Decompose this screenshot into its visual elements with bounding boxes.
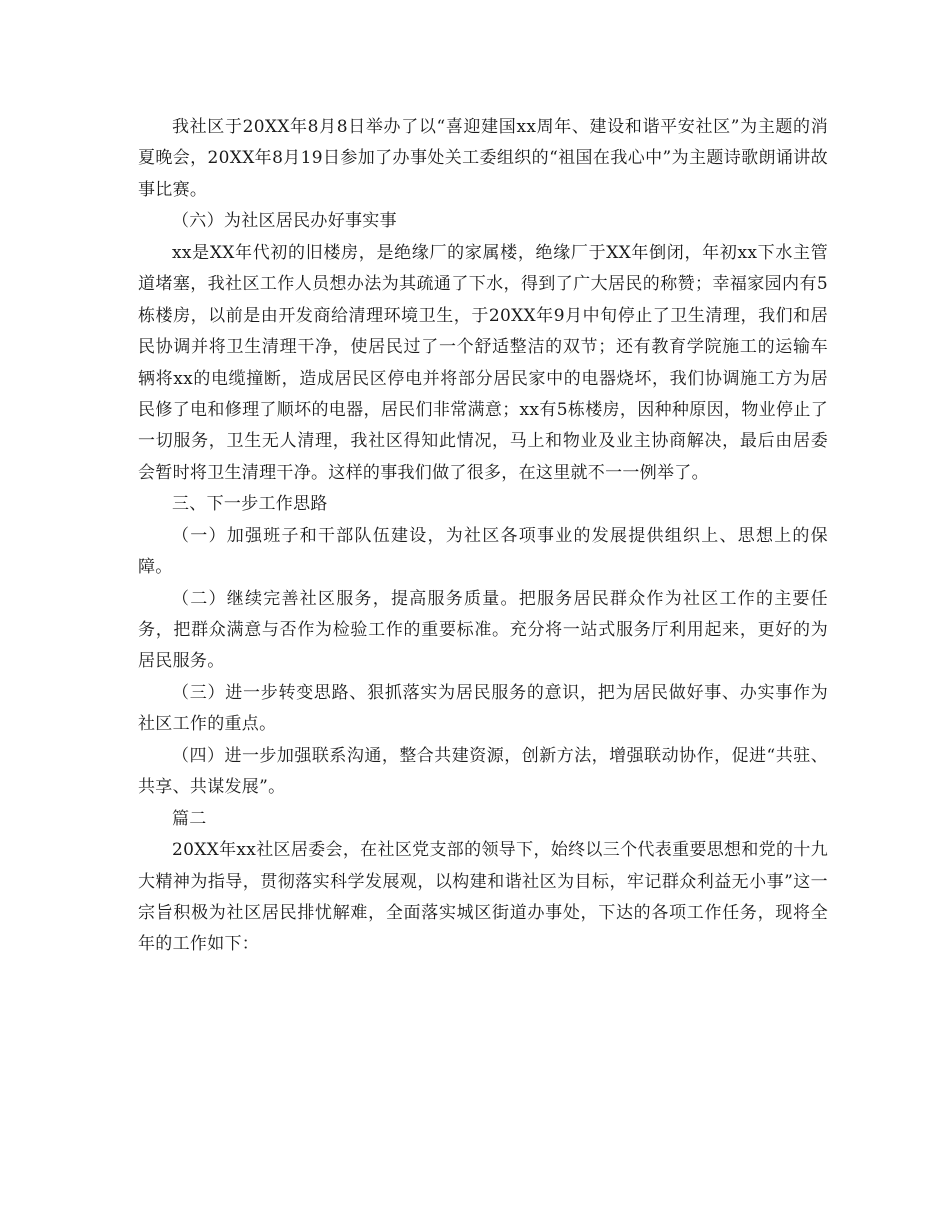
paragraph-part-two-intro: 20XX年xx社区居委会，在社区党支部的领导下，始终以三个代表重要思想和党的十九大精神为指导，贯彻落实科学发展观，以构建和谐社区为目标，牢记群众利益无小事”这一宗旨积极为社区居民排忧解难，全面落实城区街道办事处，下达的各项工作任务，现将全年的工作如下： [138,840,828,955]
section-heading-next-steps: 三、下一步工作思路 [172,494,328,515]
section-heading-good-deeds: （六）为社区居民办好事实事 [172,211,397,232]
paragraph-next-step-1: （一）加强班子和干部队伍建设，为社区各项事业的发展提供组织上、思想上的保障。 [138,525,828,578]
paragraph-next-step-2: （二）继续完善社区服务，提高服务质量。把服务居民群众作为社区工作的主要任务，把群众满意与否作为检验工作的重要标准。充分将一站式服务厅利用起来，更好的为居民服务。 [138,588,828,672]
paragraph-summer-evening: 我社区于20XX年8月8日举办了以“喜迎建国xx周年、建设和谐平安社区”为主题的消夏晚会，20XX年8月19日参加了办事处关工委组织的“祖国在我心中”为主题诗歌朗诵讲故事比赛。 [138,117,828,200]
section-heading-part-two: 篇二 [172,808,207,829]
paragraph-good-deeds: xx是XX年代初的旧楼房，是绝缘厂的家属楼，绝缘厂于XX年倒闭，年初xx下水主管道堵塞，我社区工作人员想办法为其疏通了下水，得到了广大居民的称赞；幸福家园内有5栋楼房，以前是由开发商给清理环境卫生，于20XX年9月中旬停止了卫生清理，我们和居民协调并将卫生清理干净，使居民过了一个舒适整洁的双节；还有教育学院施工的运输车辆将xx的电缆撞断，造成居民区停电并将部分居民家中的电器烧坏，我们协调施工方为居民修了电和修理了顺坏的电器，居民们非常满意；xx有5栋楼房，因种种原因，物业停止了一切服务，卫生无人清理，我社区得知此情况，马上和物业及业主协商解决，最后由居委会暂时将卫生清理干净。这样的事我们做了很多，在这里就不一一例举了。 [138,242,828,483]
document-page [138,112,828,961]
paragraph-next-step-3: （三）进一步转变思路、狠抓落实为居民服务的意识，把为居民做好事、办实事作为社区工作的重点。 [138,682,828,735]
paragraph-next-step-4: （四）进一步加强联系沟通，整合共建资源，创新方法，增强联动协作，促进“共驻、共享、共谋发展”。 [138,745,828,798]
